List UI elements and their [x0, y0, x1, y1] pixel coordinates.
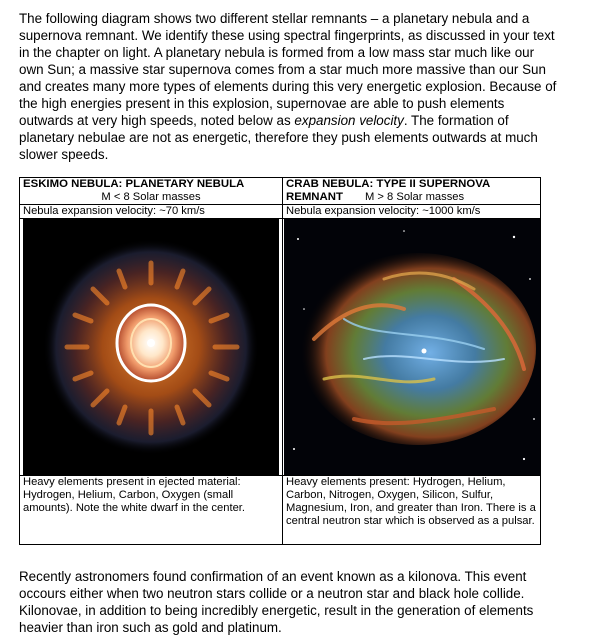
intro-emphasis: expansion velocity	[294, 113, 404, 128]
nebula-comparison-table	[19, 177, 541, 545]
crab-title-line2: REMNANT	[286, 191, 343, 203]
intro-paragraph	[19, 10, 559, 163]
closing-paragraph: Recently astronomers found confirmation of an event known as a kilonova. This event occours either when two neutron stars collide or a neutron star and black hole collide. Kilonovae, in addition to being incredibly energetic, result in the generation of elements heavier than iron such as gold and platinum.	[19, 569, 534, 635]
crab-title-line2-row	[286, 191, 537, 204]
eskimo-mass: M < 8 Solar masses	[101, 191, 201, 203]
crab-header-cell	[283, 178, 541, 205]
crab-description: Heavy elements present: Hydrogen, Helium, Carbon, Nitrogen, Oxygen, Silicon, Sulfur, Magnesium, Iron, and greater than Iron. There is a central neutron star which is observed as a pulsar.	[283, 476, 541, 545]
crab-image-cell	[283, 219, 541, 476]
crab-nebula-image	[284, 219, 540, 475]
title-row	[20, 178, 541, 205]
intro-text-part1: The following diagram shows two different stellar remnants – a planetary nebula and a supernova remnant. We identify these using spectral fingerprints, as discussed in your text in the chapter on light. A planetary nebula is formed from a low mass star much like our own Sun; a massive star supernova comes from a star much more massive than our Sun and creates many more types of elements during this very energetic explosion. Because of the high energies present in this explosion, supernovae are able to push elements outwards at very high speeds, noted below as	[19, 11, 557, 128]
description-row	[20, 476, 541, 545]
eskimo-nebula-image	[23, 219, 279, 475]
crab-title-line1: CRAB NEBULA: TYPE II SUPERNOVA	[286, 178, 491, 190]
image-row	[20, 219, 541, 476]
crab-mass: M > 8 Solar masses	[364, 191, 465, 203]
crab-velocity: Nebula expansion velocity: ~1000 km/s	[283, 205, 541, 219]
eskimo-description: Heavy elements present in ejected material: Hydrogen, Helium, Carbon, Oxygen (small amounts). Note the white dwarf in the center.	[20, 476, 283, 545]
eskimo-image-cell	[20, 219, 283, 476]
velocity-row	[20, 205, 541, 219]
eskimo-title: ESKIMO NEBULA: PLANETARY NEBULA	[23, 178, 245, 190]
intro-text-part2: . The formation of planetary nebulae are not as energetic, therefore they push elements outwards at much slower speeds.	[19, 113, 538, 162]
eskimo-velocity: Nebula expansion velocity: ~70 km/s	[20, 205, 283, 219]
eskimo-header-cell	[20, 178, 283, 205]
